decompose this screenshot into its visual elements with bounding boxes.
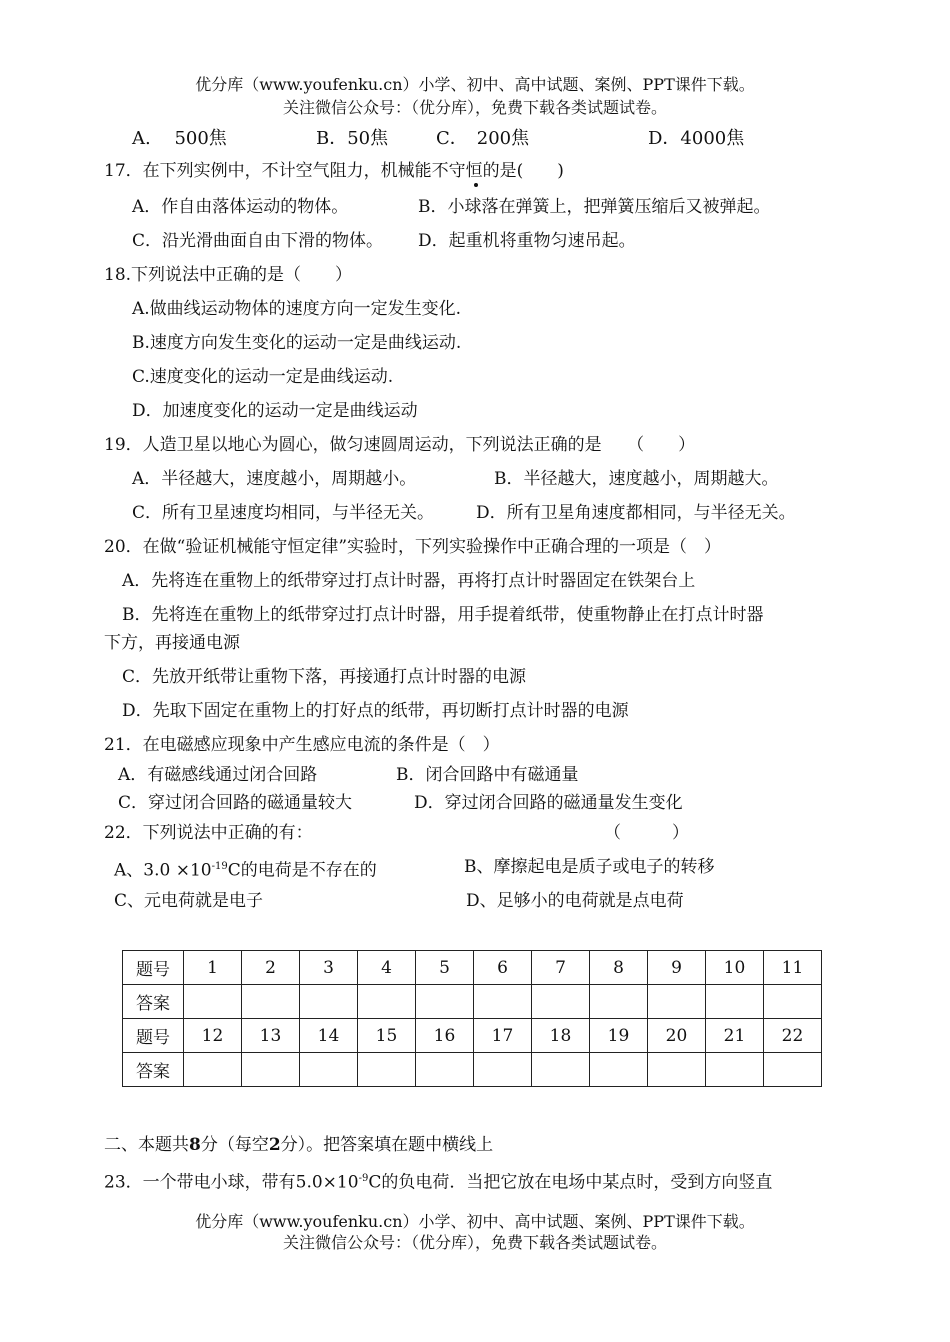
table-cell-num: 10 (706, 951, 764, 985)
table-row-label: 题号 (123, 951, 184, 985)
section-2-mid: 分（每空 (200, 1135, 269, 1155)
q23-stem (104, 1168, 772, 1194)
q16-option-c: C． 200焦 (436, 128, 530, 149)
header-line-1: 优分库（www.youfenku.cn）小学、初中、高中试题、案例、PPT课件下载。 (195, 75, 755, 94)
table-row-label: 答案 (123, 985, 184, 1019)
table-row (123, 1053, 822, 1087)
answer-cell[interactable] (358, 985, 416, 1019)
answer-cell[interactable] (590, 985, 648, 1019)
section-2-heading (104, 1134, 493, 1156)
q22-option-a-post: C的电荷是不存在的 (227, 860, 377, 881)
answer-cell[interactable] (764, 985, 822, 1019)
table-cell-num: 11 (764, 951, 822, 985)
q19-option-d: D．所有卫星角速度都相同，与半径无关。 (476, 503, 796, 523)
q22-option-a-pre: A、3.0 ×10 (114, 860, 212, 881)
answer-cell[interactable] (764, 1053, 822, 1087)
q21-option-a: A．有磁感线通过闭合回路 (118, 765, 318, 785)
q19-option-c: C．所有卫星速度均相同，与半径无关。 (132, 503, 435, 523)
table-cell-num: 8 (590, 951, 648, 985)
answer-cell[interactable] (590, 1053, 648, 1087)
q18-option-b: B.速度方向发生变化的运动一定是曲线运动. (132, 333, 462, 353)
table-cell-num: 2 (242, 951, 300, 985)
q23-value: 5.0×10 (295, 1172, 359, 1193)
answer-cell[interactable] (242, 1053, 300, 1087)
q22-answer-paren: （ ） (604, 823, 689, 843)
table-cell-num: 18 (532, 1019, 590, 1053)
q17-option-b: B．小球落在弹簧上，把弹簧压缩后又被弹起。 (418, 197, 771, 217)
q20-stem: 20．在做“验证机械能守恒定律”实验时，下列实验操作中正确合理的一项是（ ） (104, 537, 722, 557)
q17-option-c: C．沿光滑曲面自由下滑的物体。 (132, 231, 384, 251)
answer-cell[interactable] (648, 1053, 706, 1087)
q22-option-c: C、元电荷就是电子 (114, 891, 264, 911)
q18-option-a: A.做曲线运动物体的速度方向一定发生变化. (132, 299, 462, 319)
table-cell-num: 21 (706, 1019, 764, 1053)
answer-cell[interactable] (648, 985, 706, 1019)
section-2-post: 分）。把答案填在题中横线上 (280, 1135, 494, 1155)
table-cell-num: 6 (474, 951, 532, 985)
table-cell-num: 22 (764, 1019, 822, 1053)
q23-exponent: -9 (358, 1173, 369, 1184)
table-row (123, 985, 822, 1019)
q17-option-a: A．作自由落体运动的物体。 (132, 197, 349, 217)
answer-cell[interactable] (474, 985, 532, 1019)
q17-stem: 17．在下列实例中，不计空气阻力，机械能不守恒的是( ) (104, 161, 564, 181)
table-cell-num: 16 (416, 1019, 474, 1053)
q22-option-b: B、摩擦起电是质子或电子的转移 (464, 857, 715, 877)
table-cell-num: 1 (184, 951, 242, 985)
q20-option-d: D．先取下固定在重物上的打好点的纸带，再切断打点计时器的电源 (122, 701, 629, 721)
q19-option-a: A．半径越大，速度越小，周期越小。 (132, 469, 417, 489)
table-cell-num: 12 (184, 1019, 242, 1053)
table-cell-num: 7 (532, 951, 590, 985)
q23-pre: 23．一个带电小球，带有 (104, 1172, 296, 1193)
answer-cell[interactable] (184, 985, 242, 1019)
table-cell-num: 20 (648, 1019, 706, 1053)
q22-option-d: D、足够小的电荷就是点电荷 (466, 891, 684, 911)
header-line-2: 关注微信公众号：（优分库），免费下载各类试题试卷。 (282, 98, 667, 117)
answer-cell[interactable] (532, 1053, 590, 1087)
table-cell-num: 9 (648, 951, 706, 985)
section-2-points: 8 (189, 1135, 201, 1155)
q20-option-a: A．先将连在重物上的纸带穿过打点计时器，再将打点计时器固定在铁架台上 (122, 571, 696, 591)
section-2-each: 2 (268, 1135, 281, 1155)
answer-cell[interactable] (416, 1053, 474, 1087)
answer-cell[interactable] (184, 1053, 242, 1087)
q18-option-c: C.速度变化的运动一定是曲线运动. (132, 367, 394, 387)
answer-cell[interactable] (358, 1053, 416, 1087)
q16-option-a: A. 500焦 (132, 128, 227, 149)
q22-option-a-exponent: -19 (211, 861, 228, 872)
table-row (123, 951, 822, 985)
q20-option-b-line2: 下方，再接通电源 (104, 633, 240, 653)
answer-cell[interactable] (474, 1053, 532, 1087)
footer-line-1: 优分库（www.youfenku.cn）小学、初中、高中试题、案例、PPT课件下载。 (195, 1212, 755, 1231)
answer-cell[interactable] (416, 985, 474, 1019)
table-cell-num: 4 (358, 951, 416, 985)
section-2-pre: 二、本题共 (104, 1135, 189, 1155)
q22-stem: 22．下列说法中正确的有： (104, 823, 313, 843)
answer-cell[interactable] (300, 1053, 358, 1087)
answer-cell[interactable] (706, 985, 764, 1019)
table-cell-num: 17 (474, 1019, 532, 1053)
answer-table (122, 950, 822, 1087)
table-cell-num: 19 (590, 1019, 648, 1053)
q18-option-d: D．加速度变化的运动一定是曲线运动 (132, 401, 418, 421)
table-row (123, 1019, 822, 1053)
answer-cell[interactable] (242, 985, 300, 1019)
q21-option-b: B．闭合回路中有磁通量 (396, 765, 579, 785)
q20-option-c: C．先放开纸带让重物下落，再接通打点计时器的电源 (122, 667, 527, 687)
table-cell-num: 13 (242, 1019, 300, 1053)
q23-post: C的负电荷．当把它放在电场中某点时，受到方向竖直 (368, 1172, 773, 1193)
table-cell-num: 5 (416, 951, 474, 985)
answer-cell[interactable] (532, 985, 590, 1019)
q16-option-b: B．50焦 (316, 128, 389, 149)
emphasis-dot (474, 183, 478, 187)
q21-option-d: D．穿过闭合回路的磁通量发生变化 (414, 793, 683, 813)
q20-option-b-line1: B．先将连在重物上的纸带穿过打点计时器，用手提着纸带，使重物静止在打点计时器 (122, 605, 764, 625)
footer-line-2: 关注微信公众号：（优分库），免费下载各类试题试卷。 (282, 1233, 667, 1252)
q19-option-b: B．半径越大，速度越小，周期越大。 (494, 469, 779, 489)
table-cell-num: 3 (300, 951, 358, 985)
q18-stem: 18.下列说法中正确的是（ ） (104, 265, 353, 285)
q19-stem: 19．人造卫星以地心为圆心，做匀速圆周运动，下列说法正确的是 （ ） (104, 435, 696, 455)
q22-option-a (114, 856, 377, 882)
table-row-label: 答案 (123, 1053, 184, 1087)
q17-option-d: D．起重机将重物匀速吊起。 (418, 231, 636, 251)
table-row-label: 题号 (123, 1019, 184, 1053)
answer-cell[interactable] (706, 1053, 764, 1087)
q21-stem: 21．在电磁感应现象中产生感应电流的条件是（ ） (104, 735, 500, 755)
table-cell-num: 14 (300, 1019, 358, 1053)
q16-option-d: D．4000焦 (648, 128, 745, 149)
answer-cell[interactable] (300, 985, 358, 1019)
q21-option-c: C．穿过闭合回路的磁通量较大 (118, 793, 353, 813)
table-cell-num: 15 (358, 1019, 416, 1053)
